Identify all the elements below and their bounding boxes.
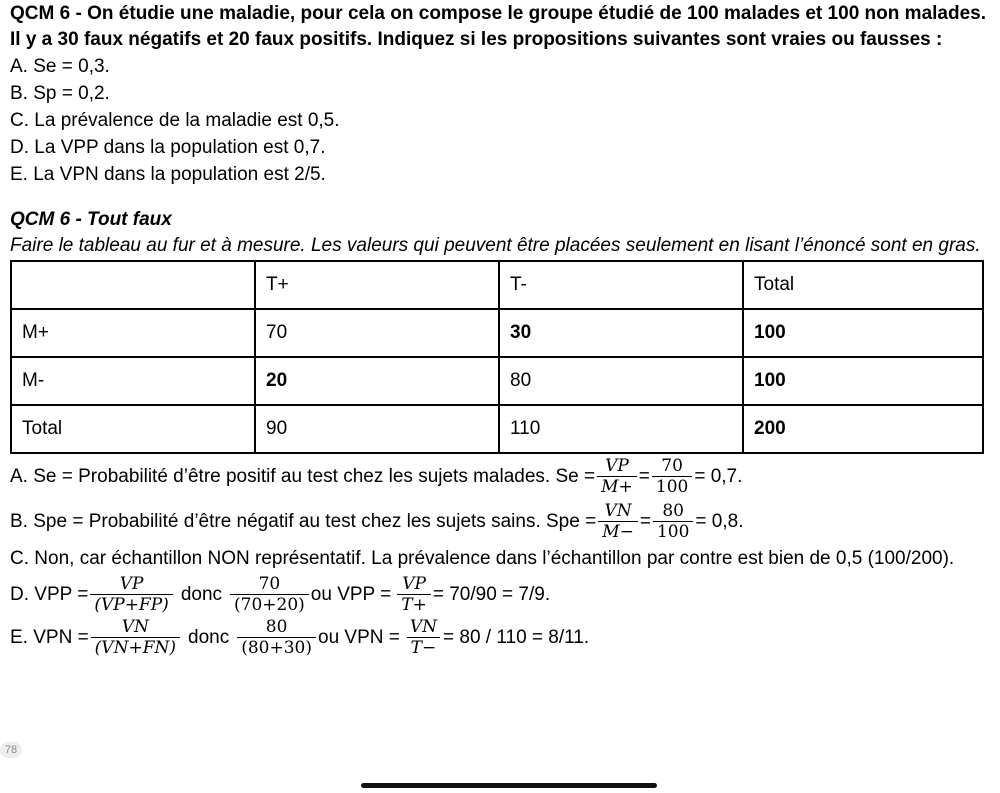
fraction-denominator: (VP+FP) bbox=[90, 594, 172, 615]
fraction-numerator: VN bbox=[121, 617, 149, 637]
table-cell: 90 bbox=[255, 405, 499, 453]
table-cell: M+ bbox=[11, 309, 255, 357]
answer-intro: Faire le tableau au fur et à mesure. Les valeurs qui peuvent être placées seulement en lisant l’énoncé sont en gras. bbox=[10, 235, 981, 256]
table-cell: T- bbox=[499, 261, 743, 309]
contingency-table bbox=[10, 260, 984, 454]
explanation-text: B. Spe = Probabilité d’être négatif au test chez les sujets sains. Spe = bbox=[10, 510, 597, 532]
explanation-b bbox=[10, 501, 986, 542]
explanation-text: E. VPN = bbox=[10, 626, 89, 648]
result-text: = 70/90 = 7/9. bbox=[432, 583, 551, 605]
option-a: A. Se = 0,3. bbox=[10, 56, 110, 77]
table-cell: Total bbox=[743, 261, 983, 309]
fraction-denominator: T+ bbox=[397, 594, 431, 615]
connector-text: ou VPP = bbox=[310, 583, 392, 605]
fraction-numerator: 80 bbox=[662, 501, 684, 521]
explanation-a bbox=[10, 456, 986, 497]
fraction-numerator: VN bbox=[604, 501, 632, 521]
fraction-numerator: 80 bbox=[265, 617, 288, 637]
connector-text: donc bbox=[180, 583, 223, 605]
explanation-c: C. Non, car échantillon NON représentatif. La prévalence dans l’échantillon par contre est bien de 0,5 (100/200). bbox=[10, 548, 955, 569]
explanation-text: A. Se = Probabilité d’être positif au test chez les sujets malades. Se = bbox=[10, 465, 596, 487]
explanation-text: D. VPP = bbox=[10, 583, 89, 605]
table-cell: 100 bbox=[743, 357, 983, 405]
question-title: QCM 6 - On étudie une maladie, pour cela on compose le groupe étudié de 100 malades et 100 non malades. Il y a 30 faux négatifs et 20 faux positifs. Indiquez si les propositions suivantes sont vraies ou fausses : bbox=[10, 3, 986, 50]
fraction-denominator: M+ bbox=[597, 476, 637, 497]
table-cell: 80 bbox=[499, 357, 743, 405]
document-page bbox=[10, 0, 986, 658]
fraction-70-90 bbox=[230, 574, 309, 615]
table-cell: Total bbox=[11, 405, 255, 453]
fraction-numerator: 70 bbox=[661, 456, 683, 476]
fraction-vn-m-minus bbox=[598, 501, 638, 542]
result-text: = 0,7. bbox=[694, 465, 743, 487]
answer-title: QCM 6 - Tout faux bbox=[10, 209, 172, 230]
option-b: B. Sp = 0,2. bbox=[10, 83, 110, 104]
page-number-badge: 78 bbox=[0, 742, 22, 758]
fraction-vp-t-plus bbox=[397, 574, 431, 615]
fraction-denominator: 100 bbox=[653, 521, 693, 542]
home-indicator-bar[interactable] bbox=[361, 783, 657, 788]
fraction-80-110 bbox=[237, 617, 316, 658]
table-cell: 20 bbox=[255, 357, 499, 405]
fraction-vn-t-minus bbox=[406, 617, 441, 658]
fraction-denominator: (80+30) bbox=[237, 637, 316, 658]
table-row bbox=[11, 309, 983, 357]
option-c: C. La prévalence de la maladie est 0,5. bbox=[10, 110, 340, 131]
table-cell bbox=[11, 261, 255, 309]
table-cell: 70 bbox=[255, 309, 499, 357]
table-row bbox=[11, 405, 983, 453]
connector-text: donc bbox=[188, 626, 230, 648]
fraction-denominator: (VN+FN) bbox=[91, 637, 180, 658]
fraction-numerator: VP bbox=[402, 574, 426, 594]
table-cell: 200 bbox=[743, 405, 983, 453]
equals-sign: = bbox=[638, 465, 650, 487]
fraction-denominator: T− bbox=[407, 637, 441, 658]
option-d: D. La VPP dans la population est 0,7. bbox=[10, 137, 326, 158]
fraction-denominator: M− bbox=[598, 521, 638, 542]
table-row bbox=[11, 357, 983, 405]
connector-text: ou VPN = bbox=[318, 626, 400, 648]
table-cell: 100 bbox=[743, 309, 983, 357]
fraction-vn-vn-fn bbox=[91, 617, 180, 658]
fraction-denominator: 100 bbox=[652, 476, 692, 497]
fraction-numerator: VP bbox=[119, 574, 144, 594]
fraction-80-100 bbox=[653, 501, 693, 542]
table-cell: 110 bbox=[499, 405, 743, 453]
result-text: = 0,8. bbox=[695, 510, 744, 532]
fraction-vp-m-plus bbox=[597, 456, 637, 497]
result-text: = 80 / 110 = 8/11. bbox=[443, 626, 590, 648]
fraction-numerator: VN bbox=[409, 617, 438, 637]
table-cell: T+ bbox=[255, 261, 499, 309]
table-header-row bbox=[11, 261, 983, 309]
table-cell: M- bbox=[11, 357, 255, 405]
explanation-d bbox=[10, 574, 986, 615]
fraction-numerator: VP bbox=[605, 456, 629, 476]
explanation-e bbox=[10, 617, 986, 658]
fraction-denominator: (70+20) bbox=[230, 594, 309, 615]
table-cell: 30 bbox=[499, 309, 743, 357]
fraction-70-100 bbox=[652, 456, 692, 497]
equals-sign: = bbox=[639, 510, 651, 532]
fraction-numerator: 70 bbox=[258, 574, 281, 594]
option-e: E. La VPN dans la population est 2/5. bbox=[10, 164, 326, 185]
fraction-vp-vp-fp bbox=[90, 574, 172, 615]
